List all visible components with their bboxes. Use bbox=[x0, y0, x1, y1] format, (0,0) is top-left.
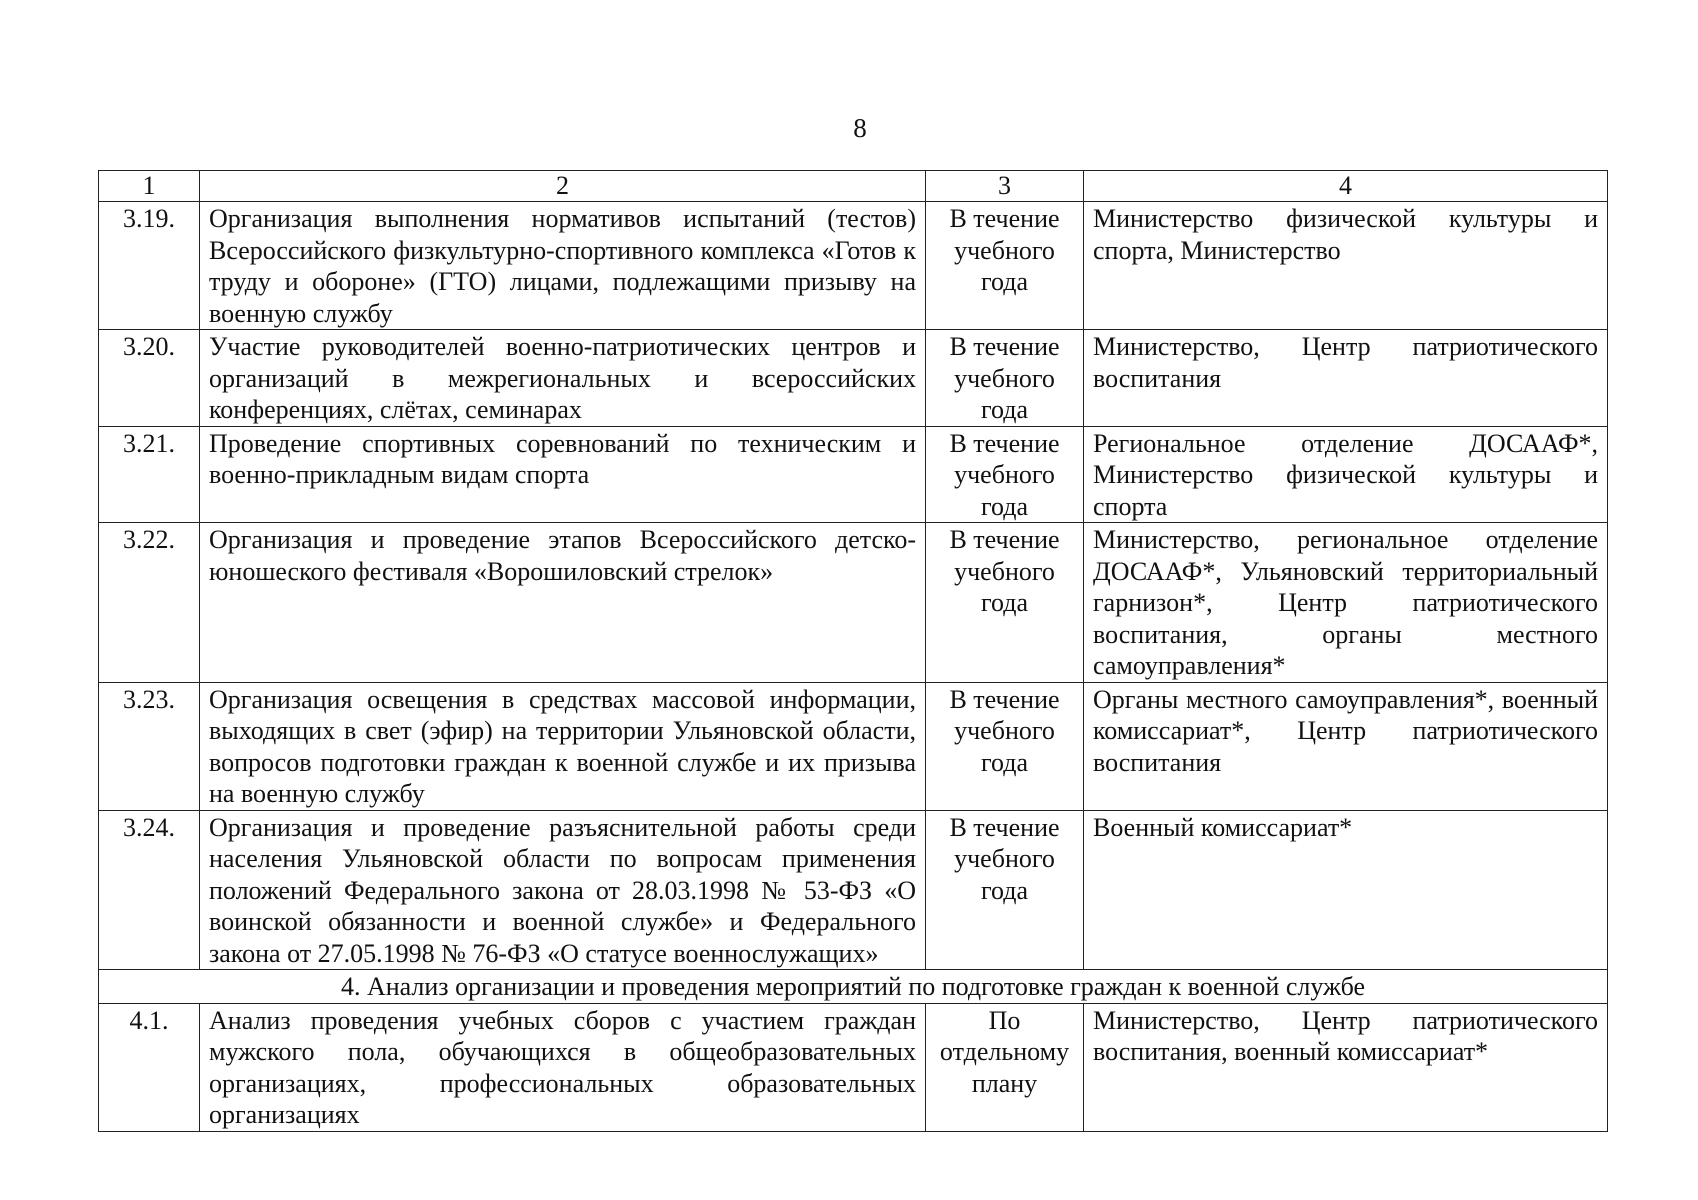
term-cell: По отдельному плану bbox=[926, 1003, 1084, 1131]
page-number: 8 bbox=[853, 113, 867, 143]
row-number: 3.23. bbox=[99, 682, 200, 810]
term-cell: В течение учебного года bbox=[926, 682, 1084, 810]
activity-cell: Организация освещения в средствах массовой информации, выходящих в свет (эфир) на территории Ульяновской области, вопросов подготовки граждан к военной службе и их призыва на военную службу bbox=[200, 682, 926, 810]
responsible-cell: Органы местного самоуправления*, военный комиссариат*, Центр патриотического воспитания bbox=[1084, 682, 1608, 810]
table-row bbox=[99, 330, 1608, 427]
row-number: 3.20. bbox=[99, 330, 200, 427]
header-col-3: 3 bbox=[926, 171, 1084, 202]
table-body bbox=[99, 202, 1608, 1132]
row-number: 4.1. bbox=[99, 1003, 200, 1131]
activity-cell: Организация и проведение этапов Всероссийского детско-юношеского фестиваля «Ворошиловский стрелок» bbox=[200, 523, 926, 683]
term-cell: В течение учебного года bbox=[926, 202, 1084, 330]
header-col-4: 4 bbox=[1084, 171, 1608, 202]
section-heading: 4. Анализ организации и проведения мероприятий по подготовке граждан к военной службе bbox=[99, 970, 1608, 1004]
header-col-2: 2 bbox=[200, 171, 926, 202]
term-cell: В течение учебного года bbox=[926, 330, 1084, 427]
plan-table bbox=[98, 170, 1608, 1132]
responsible-cell: Военный комиссариат* bbox=[1084, 810, 1608, 970]
table-row bbox=[99, 523, 1608, 683]
responsible-cell: Министерство, Центр патриотического воспитания, военный комиссариат* bbox=[1084, 1003, 1608, 1131]
activity-cell: Проведение спортивных соревнований по техническим и военно-прикладным видам спорта bbox=[200, 426, 926, 523]
term-cell: В течение учебного года bbox=[926, 523, 1084, 683]
row-number: 3.22. bbox=[99, 523, 200, 683]
term-cell: В течение учебного года bbox=[926, 426, 1084, 523]
table-row bbox=[99, 682, 1608, 810]
row-number: 3.19. bbox=[99, 202, 200, 330]
activity-cell: Участие руководителей военно-патриотических центров и организаций в межрегиональных и всероссийских конференциях, слётах, семинарах bbox=[200, 330, 926, 427]
table-header bbox=[99, 171, 1608, 202]
header-row bbox=[99, 171, 1608, 202]
activity-cell: Организация выполнения нормативов испытаний (тестов) Всероссийского физкультурно-спортивного комплекса «Готов к труду и обороне» (ГТО) лицами, подлежащими призыву на военную службу bbox=[200, 202, 926, 330]
header-col-1: 1 bbox=[99, 171, 200, 202]
table-row bbox=[99, 426, 1608, 523]
responsible-cell: Региональное отделение ДОСААФ*, Министерство физической культуры и спорта bbox=[1084, 426, 1608, 523]
table-row bbox=[99, 202, 1608, 330]
row-number: 3.24. bbox=[99, 810, 200, 970]
activity-cell: Организация и проведение разъяснительной работы среди населения Ульяновской области по вопросам применения положений Федерального закона от 28.03.1998 № 53-ФЗ «О воинской обязанности и военной службе» и Федерального закона от 27.05.1998 № 76-ФЗ «О статусе военнослужащих» bbox=[200, 810, 926, 970]
table-row bbox=[99, 1003, 1608, 1131]
activity-cell: Анализ проведения учебных сборов с участием граждан мужского пола, обучающихся в общеобразовательных организациях, профессиональных образовательных организациях bbox=[200, 1003, 926, 1131]
section-heading-row bbox=[99, 970, 1608, 1004]
table-row bbox=[99, 810, 1608, 970]
term-cell: В течение учебного года bbox=[926, 810, 1084, 970]
responsible-cell: Министерство, Центр патриотического воспитания bbox=[1084, 330, 1608, 427]
responsible-cell: Министерство, региональное отделение ДОСААФ*, Ульяновский территориальный гарнизон*, Центр патриотического воспитания, органы местного самоуправления* bbox=[1084, 523, 1608, 683]
responsible-cell: Министерство физической культуры и спорта, Министерство bbox=[1084, 202, 1608, 330]
row-number: 3.21. bbox=[99, 426, 200, 523]
